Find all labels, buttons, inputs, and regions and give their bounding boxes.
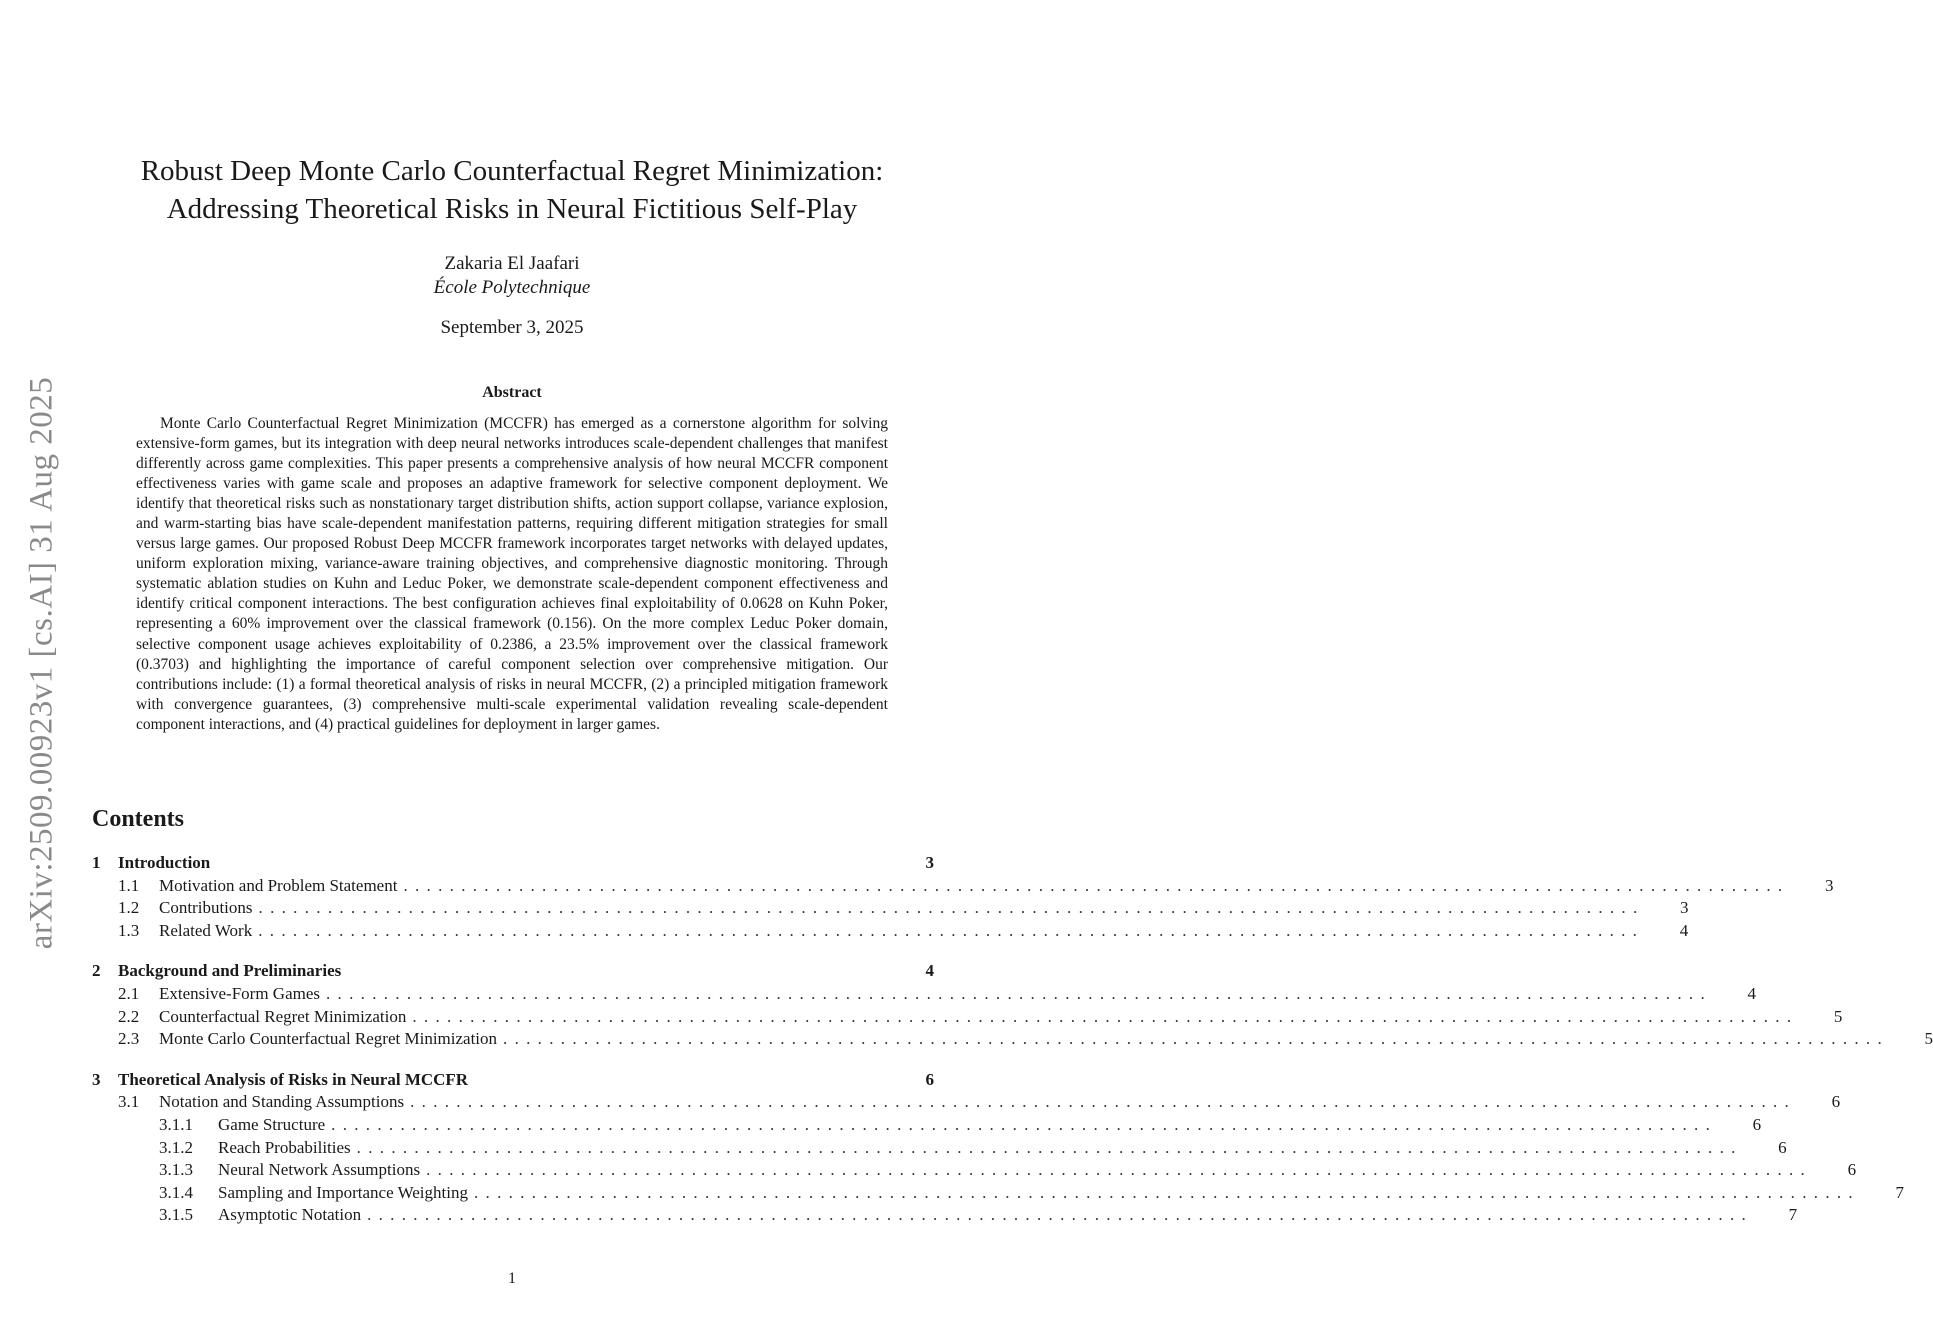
toc-leader-dots: ........................................................................................................................: [410, 1092, 1797, 1112]
toc-number: 1.2: [118, 898, 140, 918]
toc-page: 7: [1788, 1205, 1798, 1225]
toc-page: 6: [1831, 1092, 1841, 1112]
toc-page: 5: [1924, 1029, 1933, 1049]
toc-leader-dots: ........................................................................................................................: [412, 1006, 1799, 1026]
toc-number: 3.1.5: [159, 1205, 193, 1225]
page-number: 1: [508, 1270, 516, 1287]
toc-number: 1.3: [118, 920, 140, 940]
toc-number: 3.1.1: [159, 1114, 193, 1134]
toc-page: 4: [925, 961, 934, 981]
toc-page: 6: [925, 1069, 934, 1089]
toc-title: Game Structure: [218, 1114, 331, 1137]
toc-title: Related Work: [159, 920, 258, 943]
title-line-1: Robust Deep Monte Carlo Counterfactual Regret Minimization:: [140, 155, 884, 187]
toc-entry-subsection[interactable]: [92, 983, 1756, 1006]
toc-leader-dots: ........................................................................................................................: [473, 1182, 1860, 1202]
author-name: Zakaria El Jaafari: [444, 253, 580, 274]
arxiv-identifier: arXiv:2509.00923v1 [cs.AI] 31 Aug 2025: [23, 376, 60, 950]
toc-page: 5: [1833, 1006, 1843, 1026]
toc-number: 3.1.3: [159, 1160, 193, 1180]
toc-entry-subsection[interactable]: [92, 897, 1689, 920]
toc-number: 3.1.4: [159, 1182, 193, 1202]
toc-number: 3.1: [118, 1092, 140, 1112]
toc-number: 3.1.2: [159, 1137, 193, 1157]
toc-page: 6: [1847, 1160, 1857, 1180]
toc-number: 2.3: [118, 1029, 140, 1049]
toc-title: Counterfactual Regret Minimization: [159, 1006, 412, 1029]
toc-number: 1.1: [118, 875, 140, 895]
toc-entry-subsubsection[interactable]: [92, 1114, 1762, 1137]
toc-entry-subsection[interactable]: [92, 1006, 1843, 1029]
toc-title: Theoretical Analysis of Risks in Neural MCCFR: [118, 1069, 474, 1092]
toc-leader-dots: ........................................................................................................................: [326, 983, 1712, 1003]
title-line-2: Addressing Theoretical Risks in Neural Fictitious Self-Play: [166, 193, 858, 225]
toc-page: 4: [1747, 983, 1756, 1003]
table-of-contents: [92, 852, 1933, 1227]
abstract-heading: Abstract: [482, 384, 542, 401]
toc-title: Neural Network Assumptions: [218, 1159, 426, 1182]
paper-title: [92, 152, 932, 228]
toc-entry-subsubsection[interactable]: [92, 1204, 1798, 1227]
toc-leader-dots: ........................................................................................................................: [367, 1205, 1754, 1225]
toc-page: 6: [1778, 1137, 1787, 1157]
contents-heading: Contents: [92, 806, 185, 832]
toc-entry-subsubsection[interactable]: [92, 1159, 1857, 1182]
toc-number: 2: [92, 961, 101, 981]
toc-entry-section[interactable]: [92, 852, 934, 875]
paper-date: September 3, 2025: [440, 317, 584, 338]
toc-entry-subsubsection[interactable]: [92, 1182, 1904, 1205]
toc-leader-dots: ........................................................................................................................: [258, 920, 1645, 940]
toc-page: 4: [1679, 920, 1689, 940]
toc-title: Asymptotic Notation: [218, 1204, 367, 1227]
toc-title: Notation and Standing Assumptions: [159, 1091, 410, 1114]
toc-number: 2.2: [118, 1006, 140, 1026]
toc-title: Motivation and Problem Statement: [159, 875, 403, 898]
toc-title: Background and Preliminaries: [118, 960, 347, 983]
toc-entry-subsection[interactable]: [92, 875, 1834, 898]
toc-number: 3: [92, 1069, 101, 1089]
toc-leader-dots: ........................................................................................................................: [331, 1114, 1718, 1134]
toc-title: Monte Carlo Counterfactual Regret Minimization: [159, 1028, 503, 1051]
toc-title: Reach Probabilities: [218, 1137, 357, 1160]
toc-number: 2.1: [118, 983, 140, 1003]
toc-entry-subsection[interactable]: [92, 920, 1689, 943]
toc-leader-dots: ........................................................................................................................: [426, 1160, 1813, 1180]
abstract-body: Monte Carlo Counterfactual Regret Minimization (MCCFR) has emerged as a cornerstone algorithm for solving extensive-form games, but its integration with deep neural networks introduces scale-dependent challenges that manifest differently across game complexities. This paper presents a comprehensive analysis of how neural MCCFR component effectiveness varies with game scale and proposes an adaptive framework for selective component deployment. We identify that theoretical risks such as nonstationary target distribution shifts, action support collapse, variance explosion, and warm-starting bias have scale-dependent manifestation patterns, requiring different mitigation strategies for small versus large games. Our proposed Robust Deep MCCFR framework incorporates target networks with delayed updates, uniform exploration mixing, variance-aware training objectives, and comprehensive diagnostic monitoring. Through systematic ablation studies on Kuhn and Leduc Poker, we demonstrate scale-dependent component effectiveness and identify critical component interactions. The best configuration achieves final exploitability of 0.0628 on Kuhn Poker, representing a 60% improvement over the classical framework (0.156). On the more complex Leduc Poker domain, selective component usage achieves exploitability of 0.2386, a 23.5% improvement over the classical framework (0.3703) and highlighting the importance of careful component selection over comprehensive mitigation. Our contributions include: (1) a formal theoretical analysis of risks in neural MCCFR, (2) a principled mitigation framework with convergence guarantees, (3) comprehensive multi-scale experimental validation revealing scale-dependent component interactions, and (4) practical guidelines for deployment in larger games.: [136, 415, 888, 733]
toc-page: 3: [925, 853, 934, 872]
toc-page: 7: [1895, 1182, 1904, 1202]
toc-title: Extensive-Form Games: [159, 983, 326, 1006]
toc-number: 1: [92, 853, 101, 872]
toc-leader-dots: ........................................................................................................................: [356, 1137, 1743, 1157]
toc-entry-section[interactable]: [92, 1069, 934, 1092]
toc-leader-dots: ........................................................................................................................: [403, 875, 1790, 895]
toc-leader-dots: ........................................................................................................................: [258, 898, 1645, 918]
toc-entry-section[interactable]: [92, 960, 934, 983]
toc-leader-dots: ........................................................................................................................: [503, 1029, 1890, 1049]
toc-entry-subsubsection[interactable]: [92, 1137, 1787, 1160]
toc-entry-subsection[interactable]: [92, 1028, 1933, 1051]
toc-page: 3: [1680, 898, 1689, 918]
toc-title: Sampling and Importance Weighting: [218, 1182, 474, 1205]
toc-title: Contributions: [159, 897, 259, 920]
toc-title: Introduction: [118, 852, 216, 875]
toc-page: 3: [1824, 875, 1834, 895]
toc-page: 6: [1752, 1114, 1762, 1134]
author-affiliation: École Polytechnique: [433, 277, 591, 298]
toc-entry-subsection[interactable]: [92, 1091, 1841, 1114]
